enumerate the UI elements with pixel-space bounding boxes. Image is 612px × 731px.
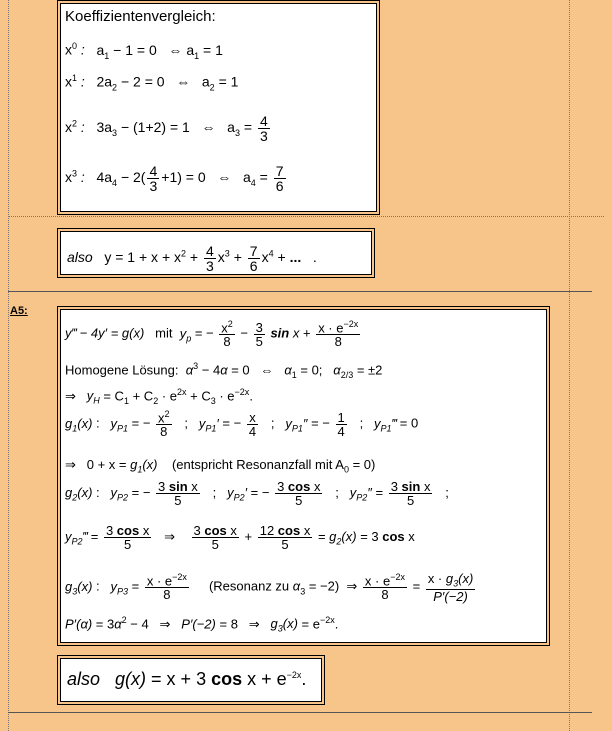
a5-line-8: $g_3(x)$ : $y_{P3}$ = $\frac{x \cdot e^{-2x}}{8}$ (Resonanz zu $\alpha_3 = -2$) ⇒ $\frac{x \cdot e^{-2x}}{8}$ = $\frac{x \cdot g_3(x)}{P'(-2)}$ xyxy=(65,571,474,604)
section-title xyxy=(65,9,216,24)
a5-line-2: Homogene Lösung: $\alpha^3 - 4\alpha = 0$ ⇔ $\alpha_1 = 0$; $\alpha_{2/3} = \pm 2$ xyxy=(65,361,383,380)
a5-line-4: $g_1(x)$ : $y_{P1}$ = − $\frac{x^2}{8}$ ; $y_{P1}'$ = − $\frac{x}{4}$ ; $y_{P1}''$ = − $\frac{1}{4}$ ; $y_{P1}‴ = 0$ xyxy=(65,409,419,440)
a5-line-1: y‴ − 4y′ = g(x) mit $y_p$ = − $\frac{x^2}{8}$ − $\frac{3}{5}$ sin x + $\frac{x \cdot e^{-2x}}{8}$ xyxy=(65,319,359,350)
a5-line-9: $P'(\alpha) = 3\alpha^2 - 4$ ⇒ P′(−2) = 8 ⇒ $g_3(x) = e^{-2x}$. xyxy=(65,615,339,634)
coefficient-comparison-box xyxy=(60,3,377,212)
a5-result-box xyxy=(60,658,322,702)
a5-label xyxy=(10,305,28,317)
a5-line-7: $y_{P2}‴$ = $\frac{\text{3 cos x}}{5}$ ⇒ $\frac{\text{3 cos x}}{5}$ + $\frac{\text{12 cos x}}{5}$ = $g_2(x) = 3$ cos x xyxy=(65,523,415,552)
series-result-line: also $y = 1 + x + x^2$ + $\frac{4}{3}$ $x^3$ + $\frac{7}{6}$ $x^4$ + ... . xyxy=(67,243,317,274)
a5-label-text: A5: xyxy=(10,305,28,317)
equation-line-x3: $x^3$ : $4a_4 - 2$( $\frac{4}{3}$ +1) = 0 ⇔ $a_4$ = $\frac{7}{6}$ xyxy=(65,163,284,194)
a5-line-5: ⇒ $0 + x = g_1(x)$ (entspricht Resonanzfall mit $A_0 = 0$) xyxy=(65,457,376,475)
a5-solution-box xyxy=(60,309,547,643)
coefficient-title-text: Koeffizientenvergleich: xyxy=(65,8,216,25)
series-result-box xyxy=(60,231,372,275)
equation-line-x1: $x^1$ : $2a_2 - 2 = 0$ ⇔ $a_2 = 1$ xyxy=(65,73,239,93)
a5-result-line: also g(x) = x + 3 $\cos x + e^{-2x}$. xyxy=(67,669,307,689)
equation-line-x2: $x^2$ : $3a_3 - (1+2) = 1$ ⇔ $a_3$ = $\frac{4}{3}$ xyxy=(65,113,268,144)
equation-line-x0: $x^0$ : $a_1 - 1 = 0$ ⇔ $a_1 = 1$ xyxy=(65,41,223,61)
a5-line-3: ⇒ $y_H = C_1 + C_2 \cdot e^{2x} + C_3 \cdot e^{-2x}$. xyxy=(65,387,253,406)
a5-line-6: $g_2(x)$ : $y_{P2}$ = − $\frac{\text{3 sin x}}{5}$ ; $y_{P2}'$ = − $\frac{\text{3 cos x}}{5}$ ; $y_{P2}''$ = $\frac{\text{3 sin x}}{5}$ ; xyxy=(65,479,449,508)
